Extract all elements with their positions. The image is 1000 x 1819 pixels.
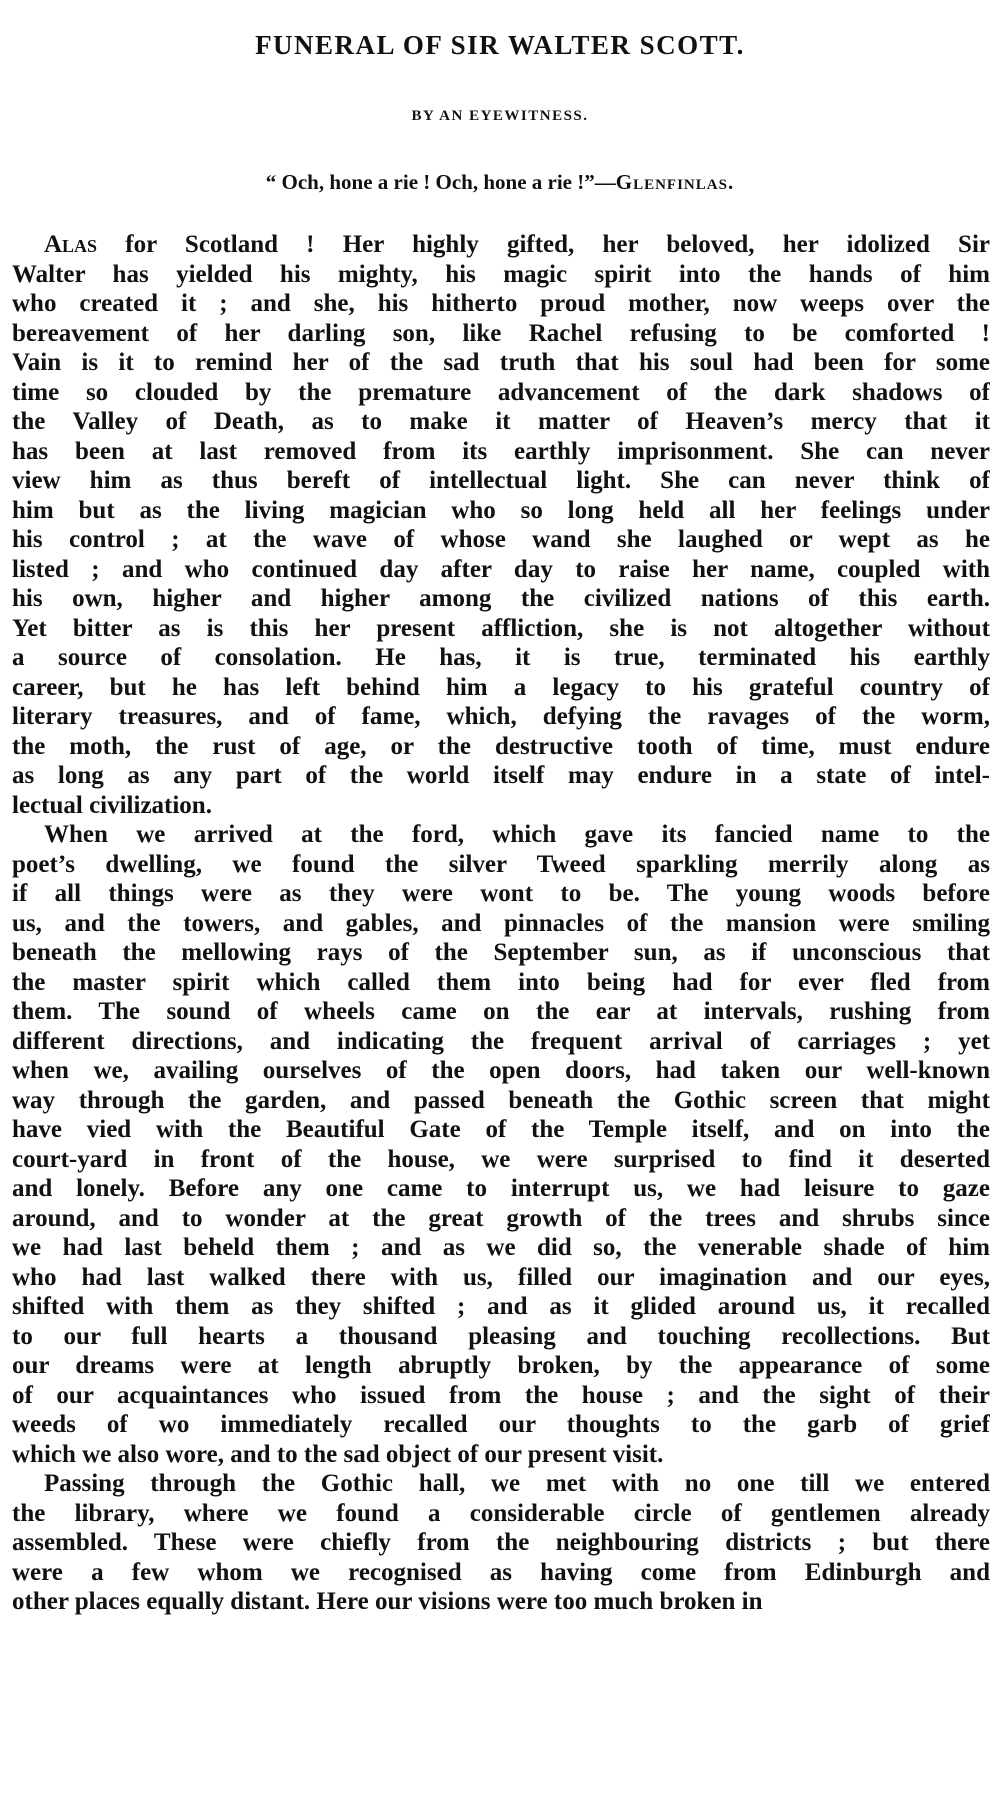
text-line: have vied with the Beautiful Gate of the Temple itself, and on into the (12, 1116, 990, 1143)
epigraph (0, 170, 1000, 195)
text-line: as long as any part of the world itself may endure in a state of intel- (12, 762, 990, 789)
text-line: lectual civilization. (12, 791, 212, 819)
text-line: our dreams were at length abruptly broken, by the appearance of some (12, 1352, 990, 1379)
epigraph-quote: “ Och, hone a rie ! Och, hone a rie !”— (265, 170, 616, 194)
text-line: of our acquaintances who issued from the house ; and the sight of their (12, 1381, 990, 1409)
text-line: were a few whom we recognised as having come from Edinburgh and (12, 1558, 990, 1586)
text-line: we had last beheld them ; and as we did so, the venerable shade of him (12, 1234, 990, 1261)
text-line: him but as the living magician who so long held all her feelings under (12, 496, 990, 524)
text-line: the master spirit which called them into being had for ever fled from (12, 968, 990, 996)
paragraph (12, 230, 990, 820)
drop-word: Alas (44, 231, 98, 258)
text-line: Passing through the Gothic hall, we met with no one till we entered (44, 1470, 990, 1497)
text-line: When we arrived at the ford, which gave its fancied name to the (44, 821, 990, 848)
text-line: which we also wore, and to the sad object of our present visit. (12, 1440, 664, 1468)
text-line: weeds of wo immediately recalled our thoughts to the garb of grief (12, 1411, 990, 1438)
text-line: a source of consolation. He has, it is true, terminated his earthly (12, 644, 990, 671)
text-line: who created it ; and she, his hitherto proud mother, now weeps over the (12, 290, 990, 317)
epigraph-source: Glenfinlas. (615, 170, 735, 194)
article-title: FUNERAL OF SIR WALTER SCOTT. (255, 30, 745, 60)
article-body (12, 230, 990, 1617)
text-line: time so clouded by the premature advancement of the dark shadows of (12, 378, 990, 406)
text-line: when we, availing ourselves of the open doors, had taken our well-known (12, 1057, 990, 1084)
text-line: listed ; and who continued day after day to raise her name, coupled with (12, 555, 990, 583)
text-line-content: for Scotland ! Her highly gifted, her beloved, her idolized Sir (97, 231, 990, 258)
text-line: and lonely. Before any one came to interrupt us, we had leisure to gaze (12, 1175, 990, 1202)
text-line: different directions, and indicating the frequent arrival of carriages ; yet (12, 1027, 990, 1055)
text-line: literary treasures, and of fame, which, defying the ravages of the worm, (12, 703, 990, 730)
text-line: his control ; at the wave of whose wand she laughed or wept as he (12, 526, 990, 553)
text-line: bereavement of her darling son, like Rachel refusing to be comforted ! (12, 319, 990, 347)
text-line: view him as thus bereft of intellectual light. She can never think of (12, 467, 990, 494)
text-line: them. The sound of wheels came on the ear at intervals, rushing from (12, 998, 990, 1025)
text-line: the Valley of Death, as to make it matter of Heaven’s mercy that it (12, 408, 990, 435)
paragraph (12, 820, 990, 1469)
text-line: his own, higher and higher among the civilized nations of this earth. (12, 585, 990, 612)
paragraph (12, 1469, 990, 1617)
text-line: who had last walked there with us, filled our imagination and our eyes, (12, 1263, 990, 1291)
text-line: beneath the mellowing rays of the September sun, as if unconscious that (12, 939, 990, 966)
text-line: court-yard in front of the house, we were surprised to find it deserted (12, 1145, 990, 1173)
text-line: other places equally distant. Here our visions were too much broken in (12, 1588, 763, 1615)
text-line: to our full hearts a thousand pleasing and touching recollections. But (12, 1322, 990, 1350)
text-line: poet’s dwelling, we found the silver Tweed sparkling merrily along as (12, 850, 990, 878)
text-line: Vain is it to remind her of the sad truth that his soul had been for some (12, 349, 990, 376)
text-line: has been at last removed from its earthly imprisonment. She can never (12, 437, 990, 465)
text-line: around, and to wonder at the great growth of the trees and shrubs since (12, 1204, 990, 1232)
text-line: the library, where we found a considerable circle of gentlemen already (12, 1499, 990, 1527)
text-line: career, but he has left behind him a legacy to his grateful country of (12, 673, 990, 701)
text-line: us, and the towers, and gables, and pinnacles of the mansion were smiling (12, 909, 990, 937)
text-line: Walter has yielded his mighty, his magic spirit into the hands of him (12, 260, 990, 288)
text-line: way through the garden, and passed beneath the Gothic screen that might (12, 1086, 990, 1114)
byline: BY AN EYEWITNESS. (411, 108, 589, 124)
text-line: the moth, the rust of age, or the destructive tooth of time, must endure (12, 732, 990, 760)
text-line (12, 230, 990, 260)
text-line: assembled. These were chiefly from the neighbouring districts ; but there (12, 1529, 990, 1556)
text-line: if all things were as they were wont to be. The young woods before (12, 880, 990, 907)
text-line: shifted with them as they shifted ; and as it glided around us, it recalled (12, 1293, 990, 1320)
text-line: Yet bitter as is this her present affliction, she is not altogether without (12, 614, 990, 642)
